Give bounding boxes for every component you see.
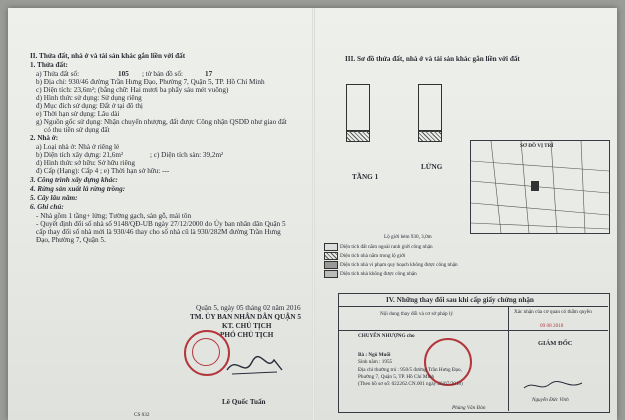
new-owner: Bà : Ngô Muối xyxy=(358,352,391,358)
parcel-no: 105 xyxy=(118,70,129,78)
other-works-label: 3. Công trình xây dựng khác: xyxy=(30,176,118,184)
map-sheet-label: ; tờ bản đồ số: xyxy=(142,70,183,78)
house-grade: đ) Cấp (Hạng): Cấp 4 xyxy=(36,167,99,175)
forest-label: 4. Rừng sản xuất là rừng trồng: xyxy=(30,185,126,193)
approval-date: 09 08 2018 xyxy=(540,323,564,329)
signer-role-1: KT. CHỦ TỊCH xyxy=(222,322,272,330)
page-fold xyxy=(312,8,315,420)
signature-right xyxy=(520,378,590,394)
approver-name: Nguyễn Đức Vinh xyxy=(532,397,569,403)
note-line-3: cấp thay đổi số nhà mới là 930/46 thay cho số nhà cũ là 930/282M đường Trần Hưng xyxy=(36,228,281,236)
owner-address-1: Địa chỉ thường trú : 950/5 đường Trần Hưng Đạo, xyxy=(358,367,462,373)
ground-hatched-area xyxy=(346,130,370,142)
legend-swatch-2 xyxy=(324,243,338,251)
map-sheet-no: 17 xyxy=(205,70,213,78)
table-rule-1 xyxy=(338,306,608,307)
legend-swatch-5 xyxy=(324,270,338,278)
approver-title: GIÁM ĐỐC xyxy=(538,340,573,347)
floor-area: ; c) Diện tích sàn: 39,2m² xyxy=(150,151,224,159)
address: b) Địa chỉ: 930/46 đường Trần Hưng Đạo, Phường 7, Quận 5, TP. Hồ Chí Minh xyxy=(36,78,265,86)
signer-org: TM. ỦY BAN NHÂN DÂN QUẬN 5 xyxy=(190,313,301,321)
issue-date: Quận 5, ngày 05 tháng 02 năm 2016 xyxy=(196,304,301,312)
official-seal-inner xyxy=(192,338,220,366)
ownership-term: ; e) Thời hạn sở hữu: --- xyxy=(100,167,170,175)
parcel-no-label: a) Thửa đất số: xyxy=(36,70,80,78)
legend-swatch-4 xyxy=(324,261,338,269)
legend-road: Lộ giới hẻm 930, 3,0m xyxy=(384,234,432,240)
floor-1-label: TẦNG 1 xyxy=(352,173,379,181)
legend-item-3: Diện tích nhà nằm trong lộ giới xyxy=(340,253,406,259)
legend-item-5: Diện tích nhà không được công nhận xyxy=(340,271,417,277)
note-line-2: - Quyết định đổi số nhà số 9148/QĐ-UB ngày 27/12/2000 do Ủy ban nhân dân Quận 5 xyxy=(36,220,286,228)
legend-item-2: Diện tích đất nằm ngoài ranh giới công nhận xyxy=(340,244,433,250)
mezz-hatched-area xyxy=(418,130,442,142)
house-section-label: 2. Nhà ở: xyxy=(30,134,59,142)
house-type: a) Loại nhà ở: Nhà ở riêng lẻ xyxy=(36,143,120,151)
use-form: d) Hình thức sử dụng: Sử dụng riêng xyxy=(36,94,142,102)
note-line-4: Đạo, Phường 7, Quận 5. xyxy=(36,236,106,244)
mezzanine-label: LỬNG xyxy=(421,163,443,171)
column-authority: Xác nhận của cơ quan có thẩm quyền xyxy=(514,309,592,315)
legend-swatch-3 xyxy=(324,252,338,260)
section-2-heading: II. Thửa đất, nhà ở và tài sản khác gắn liền với đất xyxy=(30,52,186,60)
use-purpose: đ) Mục đích sử dụng: Đất ở tại đô thị xyxy=(36,102,143,110)
serial-no: CS 032 xyxy=(134,412,150,418)
table-col-rule xyxy=(508,306,509,411)
owner-address-2: Phường 7, Quận 5, TP. Hồ Chí Minh xyxy=(358,374,435,380)
floor-plan-ground xyxy=(346,84,370,132)
use-term: e) Thời hạn sử dụng: Lâu dài xyxy=(36,110,120,118)
owner-birth: Sinh năm : 1955 xyxy=(358,359,393,365)
column-content: Nội dung thay đổi và cơ sở pháp lý xyxy=(380,311,453,317)
ownership-form: d) Hình thức sở hữu: Sở hữu riêng xyxy=(36,159,135,167)
changes-title: IV. Những thay đổi sau khi cấp giấy chứng nhận xyxy=(386,296,534,304)
table-rule-2 xyxy=(338,330,608,331)
use-origin-1: g) Nguồn gốc sử dụng: Nhận chuyển nhượng, đất được Công nhận QSDĐ như giao đất xyxy=(36,118,287,126)
note-line-1: - Nhà gồm 1 tầng+ lửng; Tường gạch, sàn gỗ, mái tôn xyxy=(36,212,192,220)
perennial-label: 5. Cây lâu năm: xyxy=(30,194,78,202)
legend-item-4: Diện tích nhà vi phạm quy hoạch không được công nhận xyxy=(340,262,458,268)
floor-plan-mezzanine xyxy=(418,84,442,132)
build-area: b) Diện tích xây dựng: 21,6m² xyxy=(36,151,124,159)
signature-left xyxy=(222,350,292,380)
location-map-label: SƠ ĐỒ VỊ TRÍ xyxy=(520,143,554,149)
notes-label: 6. Ghi chú: xyxy=(30,203,64,211)
file-number: (Theo hồ sơ số: 022262.CN.001 ngày 26/07/2018) xyxy=(358,381,463,387)
signer-name: Lê Quốc Tuấn xyxy=(222,398,266,406)
use-origin-2: có thu tiền sử dụng đất xyxy=(44,126,110,134)
signer-role-2: PHÓ CHỦ TỊCH xyxy=(220,331,274,339)
location-map xyxy=(470,140,610,234)
land-area: c) Diện tích: 23,6m²; (bằng chữ: Hai mươi ba phẩy sáu mét vuông) xyxy=(36,86,229,94)
section-3-heading: III. Sơ đồ thửa đất, nhà ở và tài sản khác gắn liền với đất xyxy=(345,55,520,63)
parcel-section-label: 1. Thửa đất: xyxy=(30,61,68,69)
transfer-label: CHUYỂN NHƯỢNG cho xyxy=(358,333,415,339)
clerk-name: Phùng Văn Đàn xyxy=(452,405,486,411)
